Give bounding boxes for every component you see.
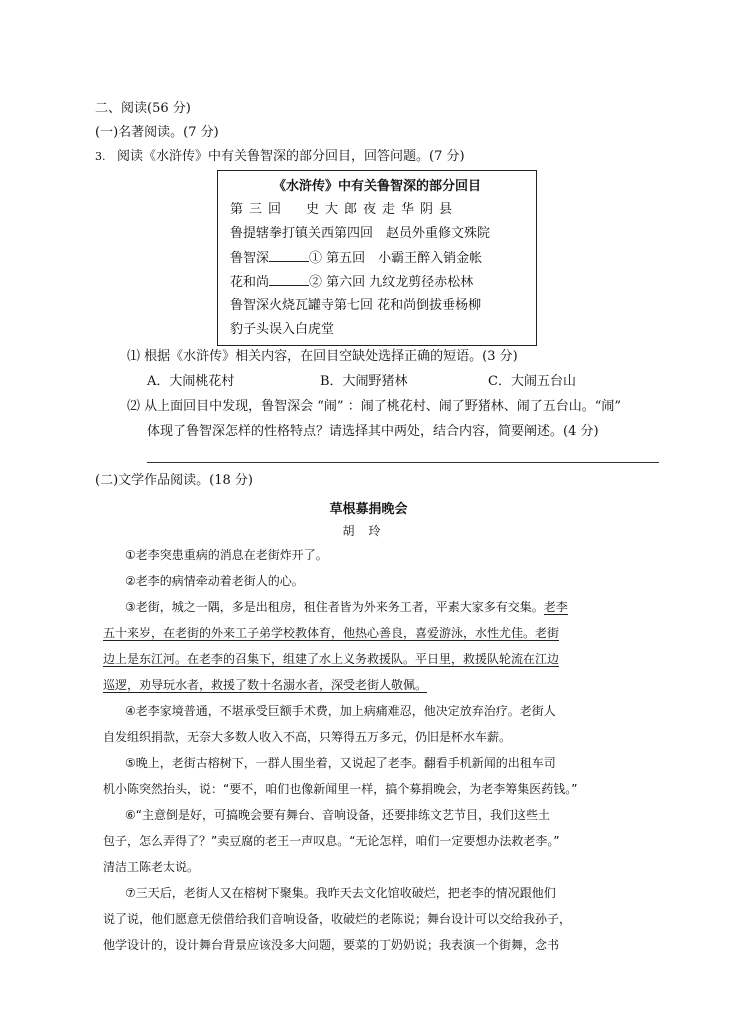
text-line: 自发组织捐款，无奈大多数人收入不高，只筹得五万多元，仍旧是杯水车薪。: [103, 730, 512, 744]
underlined-text: 老李: [543, 600, 568, 614]
chapter-text: 鲁智深: [230, 251, 270, 266]
subsection-literary-reading: (二)文学作品阅读。(18 分): [95, 473, 253, 488]
question-number: 3.: [95, 150, 106, 163]
underlined-text: 巡逻，劝导玩水者，救援了数十名溺水者，深受老街人敬佩。: [103, 678, 428, 692]
option-c[interactable]: C．大闹五台山: [488, 374, 576, 389]
text-line: 机小陈突然抬头，说：“要不，咱们也像新闻里一样，搞个募捐晚会，为老李筹集医药钱。”: [103, 782, 578, 796]
text-segment: ③老街，城之一隅，多是出租房，租住者皆为外来务工者，平素大家多有交集。: [125, 600, 544, 614]
paragraph-3: [103, 594, 655, 698]
text-line: ⑤晚上，老街古榕树下，一群人围坐着，又说起了老李。翻看手机新闻的出租车司: [125, 756, 556, 770]
chapter-titles-box: [217, 170, 537, 346]
question-3: [95, 148, 465, 166]
text-line: [103, 672, 655, 698]
fill-blank-1[interactable]: [269, 249, 309, 262]
text-line: ⑦三天后，老街人又在榕树下聚集。我昨天去文化馆收破烂，把老李的情况跟他们: [125, 886, 556, 900]
blank-marker: ②: [309, 275, 323, 290]
question-3-2-line2: 体现了鲁智深怎样的性格特点？请选择其中两处，结合内容，简要阐述。(4 分): [147, 424, 599, 439]
text-line: ①老李突患重病的消息在老街炸开了。: [125, 548, 328, 562]
chapter-row: [230, 249, 482, 268]
article-title: 草根募捐晚会: [329, 502, 408, 517]
text-line: 包子，怎么弄得了？”卖豆腐的老王一声叹息。“无论怎样，咱们一定要想办法救老李。”: [103, 834, 560, 848]
paragraph-5: [103, 750, 655, 802]
chapter-text: 第五回 小霸王醉入销金帐: [322, 251, 483, 266]
text-line: ②老李的病情牵动着老街人的心。: [125, 574, 304, 588]
chapter-row: 第三回 史大郎夜走华阴县: [230, 202, 459, 217]
option-b[interactable]: B．大闹野猪林: [320, 374, 408, 389]
chapter-row: 鲁智深火烧瓦罐寺第七回 花和尚倒拔垂杨柳: [230, 298, 482, 313]
paragraph-1: [125, 542, 655, 568]
text-line: [103, 646, 655, 672]
question-3-1: ⑴ 根据《水浒传》相关内容，在回目空缺处选择正确的短语。(3 分): [127, 349, 518, 364]
question-3-text: 阅读《水浒传》中有关鲁智深的部分回目，回答问题。(7 分): [117, 149, 465, 164]
text-line: 清洁工陈老太说。: [103, 860, 200, 874]
chapter-row: 豹子头误入白虎堂: [230, 322, 335, 337]
text-line: 说了说，他们愿意无偿借给我们音响设备，收破烂的老陈说；舞台设计可以交给我孙子，: [103, 912, 572, 926]
paragraph-7: [103, 880, 655, 958]
text-line: 他学设计的，设计舞台背景应该没多大问题，要菜的丁奶奶说；我表演一个街舞，念书: [103, 938, 560, 952]
text-line: ④老李家境普通，不堪承受巨额手术费，加上病痛难忍，他决定放弃治疗。老街人: [125, 704, 556, 718]
section-title: 二、阅读(56 分): [95, 101, 191, 116]
article-author: 胡玲: [342, 524, 395, 538]
text-line: ⑥“主意倒是好，可搞晚会要有舞台、音响设备，还要排练文艺节目，我们这些土: [125, 808, 550, 822]
chapter-row: 鲁提辖拳打镇关西第四回 赵员外重修文殊院: [230, 226, 491, 241]
fill-blank-2[interactable]: [269, 273, 309, 286]
paragraph-6: [103, 802, 655, 880]
blank-marker: ①: [309, 251, 323, 266]
subsection-classics-reading: (一)名著阅读。(7 分): [95, 125, 219, 140]
chapter-row: [230, 273, 473, 292]
text-line: [125, 594, 655, 620]
underlined-text: 边上是东江河。在老李的召集下，组建了水上义务救援队。平日里，救援队轮流在江边: [103, 652, 560, 666]
chapter-text: 第六回 九纹龙剪径赤松林: [322, 275, 474, 290]
box-title: 《水浒传》中有关鲁智深的部分回目: [272, 179, 481, 194]
text-line: [103, 620, 655, 646]
paragraph-2: [125, 568, 655, 594]
paragraph-4: [103, 698, 655, 750]
answer-line[interactable]: [147, 462, 659, 463]
option-a[interactable]: A．大闹桃花村: [147, 374, 235, 389]
question-3-2-line1: ⑵ 从上面回目中发现，鲁智深会 “闹” ：闹了桃花村、闹了野猪林、闹了五台山。“闹”: [127, 399, 621, 414]
chapter-text: 花和尚: [230, 275, 270, 290]
underlined-text: 五十来岁，在老街的外来工子弟学校教体育，他热心善良，喜爱游泳，水性尤佳。老街: [103, 626, 560, 640]
